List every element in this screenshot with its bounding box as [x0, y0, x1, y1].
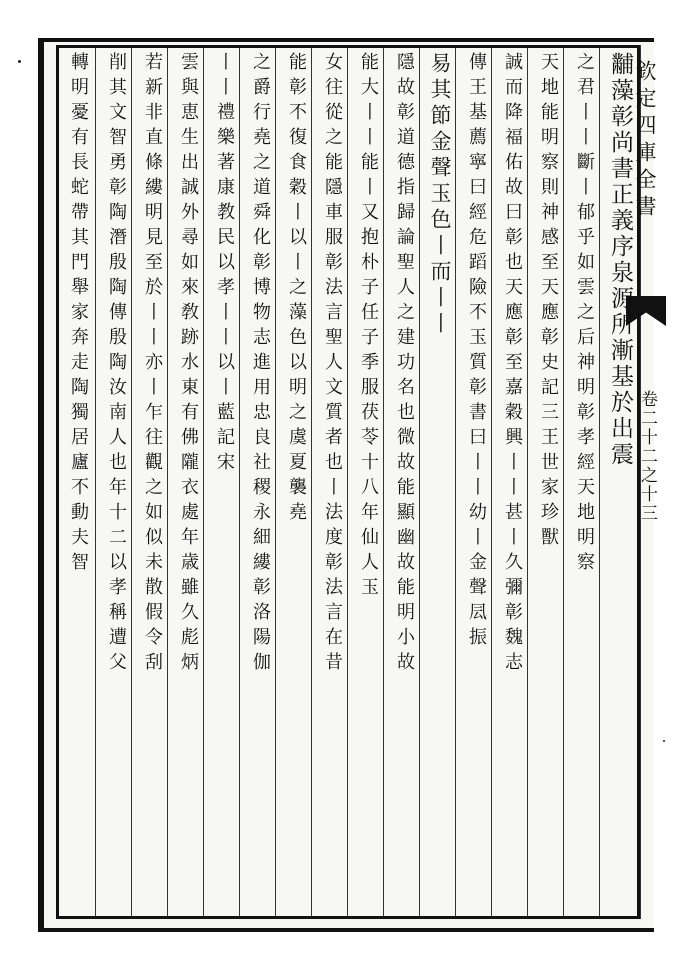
column-text: 黼藻彰尚書正義序泉源所漸基於出震	[607, 52, 633, 468]
juan-label: 卷二十二之十三	[637, 390, 657, 523]
text-column-16	[59, 52, 97, 910]
text-column-13	[169, 52, 207, 910]
column-text: 轉明憂有長蛇帶其門舉家奔走陶獨居廬不動夫智	[68, 52, 89, 577]
column-text: 易其節金聲玉色丨而丨丨	[428, 52, 452, 338]
text-column-9	[313, 52, 351, 910]
page-outer-border	[38, 38, 44, 928]
text-column-10	[277, 52, 315, 910]
column-text: 雲與恵生出誠外尋如來敎跡水東有佛隴衣處年歳雖久彪炳	[178, 52, 199, 677]
column-text: 之爵行堯之道舜化彰博物志進用忠良社稷永細縷彰洛陽伽	[250, 52, 271, 677]
text-column-15	[97, 52, 135, 910]
column-text: 丨丨禮樂著康教民以孝丨丨以丨藍記宋	[214, 52, 235, 477]
text-column-8	[349, 52, 387, 910]
text-column-4	[493, 52, 531, 910]
column-text: 女往從之能隱車服彰法言聖人文質者也丨法度彰法言在昔	[322, 52, 343, 677]
column-text: 能彰不復食穀丨以丨之藻色以明之虞夏襲堯	[286, 52, 307, 527]
text-column-2	[565, 52, 603, 910]
column-text: 天地能明察則神感至天應彰史記三王世家珍獸	[538, 52, 559, 552]
text-column-1	[601, 52, 639, 910]
column-text: 誠而降福佑故曰彰也天應彰至嘉穀興丨丨甚丨久彌彰魏志	[502, 52, 523, 677]
column-text: 若新非直條縷明見至於丨丨亦丨乍往觀之如似未散假令刮	[142, 52, 163, 677]
text-column-7	[385, 52, 423, 910]
scan-speck	[663, 740, 665, 742]
column-text: 能大丨丨能丨又抱朴子任子季服茯苓十八年仙人玉	[358, 52, 379, 602]
text-column-6	[421, 52, 459, 910]
text-column-5	[457, 52, 495, 910]
column-text: 隱故彰道德指歸論聖人之建功名也微故能顯幽故能明小故	[394, 52, 415, 677]
text-column-14	[133, 52, 171, 910]
text-column-11	[241, 52, 279, 910]
book-title: 欽定四庫全書	[633, 60, 657, 222]
column-text: 削其文智勇彰陶潛殷陶傳殷陶汝南人也年十二以孝稱遭父	[106, 52, 127, 677]
text-column-3	[529, 52, 567, 910]
scan-speck	[18, 60, 21, 63]
column-text: 傳王基薦寧曰經危蹈險不玉質彰書曰丨丨幼丨金聲凨振	[466, 52, 487, 652]
text-column-12	[205, 52, 243, 910]
column-text: 之君丨丨斷丨郁乎如雲之后神明彰孝經天地明察	[574, 52, 595, 577]
